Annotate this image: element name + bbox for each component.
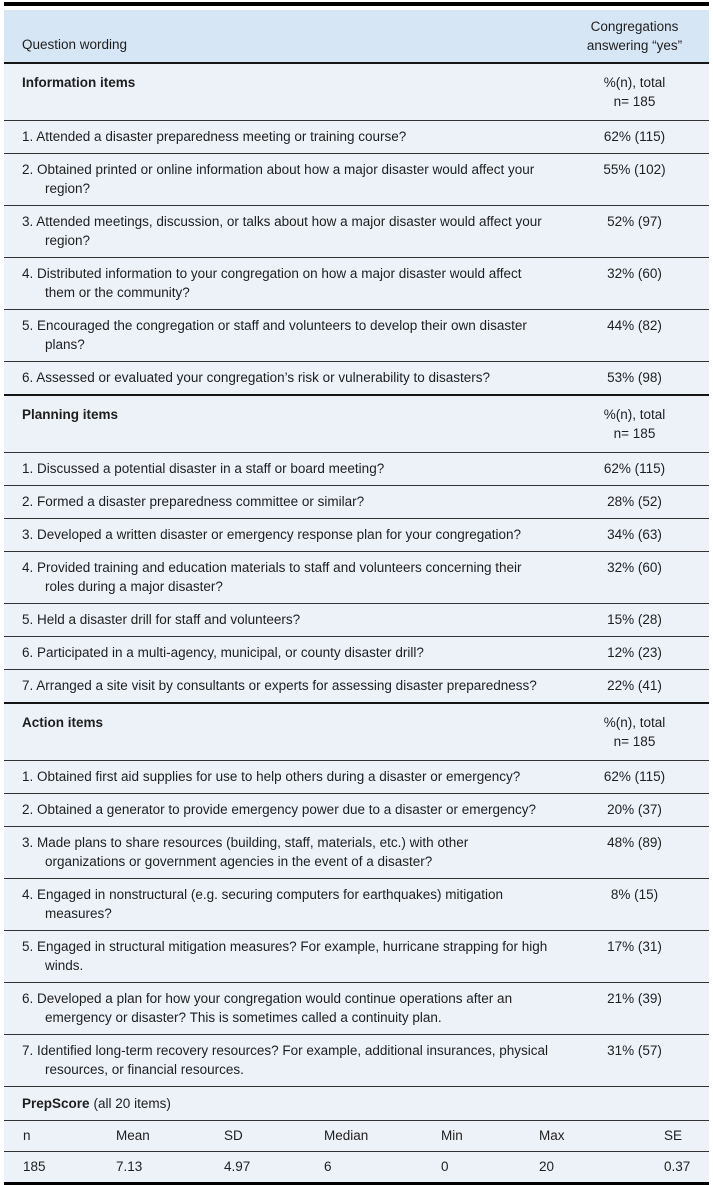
question-cell: 2. Obtained a generator to provide emergency power due to a disaster or emergency? <box>22 802 537 817</box>
question-row <box>4 485 709 518</box>
question-row <box>4 1034 709 1086</box>
section-title: Action items <box>22 715 104 730</box>
question-row <box>4 793 709 826</box>
value-cell: 62% (115) <box>603 461 666 476</box>
question-row <box>4 518 709 551</box>
value-cell: 48% (89) <box>607 835 662 850</box>
header-answer-line1: Congregations <box>590 19 679 34</box>
section-note-line1: %(n), total <box>603 407 666 422</box>
value-cell: 17% (31) <box>607 939 662 954</box>
value-cell: 32% (60) <box>607 560 662 575</box>
value-cell: 55% (102) <box>603 162 666 177</box>
stats-value-min: 0 <box>441 1159 449 1174</box>
prepscore-cell <box>4 1087 560 1120</box>
header-answer-line2: answering “yes” <box>586 38 683 53</box>
question-cell: 5. Held a disaster drill for staff and volunteers? <box>22 612 301 627</box>
question-cell: 7. Identified long-term recovery resources? For example, additional insurances, physical resources, or financial resources. <box>22 1043 549 1077</box>
stats-header-median: Median <box>324 1128 369 1143</box>
stats-header-n: n <box>23 1128 31 1143</box>
stats-header-mean: Mean <box>116 1128 150 1143</box>
question-cell: 5. Engaged in structural mitigation measures? For example, hurricane strapping for high winds. <box>22 939 548 973</box>
value-cell: 21% (39) <box>607 991 662 1006</box>
question-row <box>4 361 709 394</box>
section-note-line2: n= 185 <box>613 734 656 749</box>
header-question-col <box>4 10 560 62</box>
top-rule <box>4 2 709 6</box>
header-question-label: Question wording <box>22 37 128 52</box>
question-cell: 6. Assessed or evaluated your congregation’s risk or vulnerability to disasters? <box>22 370 490 385</box>
prepscore-row <box>4 1086 709 1120</box>
stats-value-median: 6 <box>324 1159 332 1174</box>
question-row <box>4 257 709 309</box>
section-note <box>560 64 709 120</box>
preparedness-table <box>4 10 709 1185</box>
value-cell: 53% (98) <box>607 370 662 385</box>
header-answer-col <box>560 10 709 62</box>
value-cell: 12% (23) <box>607 645 662 660</box>
question-cell: 5. Encouraged the congregation or staff and volunteers to develop their own disaster plans? <box>22 318 527 352</box>
question-row <box>4 603 709 636</box>
stats-value-se: 0.37 <box>664 1159 691 1174</box>
question-cell: 1. Attended a disaster preparedness meeting or training course? <box>22 129 407 144</box>
stats-value-row <box>4 1151 709 1182</box>
value-cell: 15% (28) <box>607 612 662 627</box>
section-note-line1: %(n), total <box>603 715 666 730</box>
question-cell: 2. Formed a disaster preparedness committee or similar? <box>22 494 365 509</box>
prepscore-value-cell <box>560 1087 709 1120</box>
question-row <box>4 452 709 485</box>
stats-value-n: 185 <box>23 1159 46 1174</box>
value-cell: 8% (15) <box>610 887 659 902</box>
value-cell: 31% (57) <box>607 1043 662 1058</box>
prepscore-title: PrepScore <box>22 1096 90 1111</box>
stats-header-se: SE <box>664 1128 683 1143</box>
stats-value-max: 20 <box>539 1159 555 1174</box>
question-cell: 6. Developed a plan for how your congregation would continue operations after an emergency or disaster? This is sometimes called a continuity plan. <box>22 991 513 1025</box>
value-cell: 52% (97) <box>607 214 662 229</box>
stats-value-sd: 4.97 <box>224 1159 251 1174</box>
question-cell: 1. Discussed a potential disaster in a staff or board meeting? <box>22 461 385 476</box>
question-row <box>4 982 709 1034</box>
question-row <box>4 636 709 669</box>
question-row <box>4 760 709 793</box>
question-row <box>4 878 709 930</box>
question-row <box>4 205 709 257</box>
question-cell: 6. Participated in a multi-agency, municipal, or county disaster drill? <box>22 645 424 660</box>
question-row <box>4 826 709 878</box>
question-cell: 3. Developed a written disaster or emergency response plan for your congregation? <box>22 527 522 542</box>
question-row <box>4 120 709 153</box>
stats-value-mean: 7.13 <box>116 1159 143 1174</box>
question-row <box>4 309 709 361</box>
value-cell: 62% (115) <box>603 769 666 784</box>
value-cell: 22% (41) <box>607 678 662 693</box>
question-row <box>4 669 709 702</box>
value-cell: 44% (82) <box>607 318 662 333</box>
value-cell: 20% (37) <box>607 802 662 817</box>
section-header-row <box>4 702 709 760</box>
section-note-line2: n= 185 <box>613 94 656 109</box>
question-cell: 4. Provided training and education materials to staff and volunteers concerning their roles during a major disaster? <box>22 560 522 594</box>
value-cell: 28% (52) <box>607 494 662 509</box>
stats-header-min: Min <box>441 1128 463 1143</box>
section-title: Information items <box>22 75 136 90</box>
section-header-row <box>4 394 709 452</box>
question-cell: 4. Engaged in nonstructural (e.g. securing computers for earthquakes) mitigation measures? <box>22 887 504 921</box>
question-cell: 3. Attended meetings, discussion, or talks about how a major disaster would affect your region? <box>22 214 542 248</box>
prepscore-suffix: (all 20 items) <box>93 1096 171 1111</box>
stats-header-max: Max <box>539 1128 565 1143</box>
section-note <box>560 396 709 452</box>
question-row <box>4 551 709 603</box>
question-cell: 7. Arranged a site visit by consultants or experts for assessing disaster preparedness? <box>22 678 537 693</box>
stats-header-row <box>4 1120 709 1151</box>
section-note-line1: %(n), total <box>603 75 666 90</box>
section-title: Planning items <box>22 407 119 422</box>
question-row <box>4 153 709 205</box>
section-header-row <box>4 64 709 120</box>
question-cell: 1. Obtained first aid supplies for use to help others during a disaster or emergency? <box>22 769 521 784</box>
value-cell: 62% (115) <box>603 129 666 144</box>
question-cell: 2. Obtained printed or online information about how a major disaster would affect your region? <box>22 162 535 196</box>
table-body <box>4 64 709 1086</box>
stats-header-sd: SD <box>224 1128 243 1143</box>
value-cell: 34% (63) <box>607 527 662 542</box>
value-cell: 32% (60) <box>607 266 662 281</box>
question-cell: 3. Made plans to share resources (building, staff, materials, etc.) with other organizations or government agencies in the event of a disaster? <box>22 835 469 869</box>
question-row <box>4 930 709 982</box>
question-cell: 4. Distributed information to your congregation on how a major disaster would affect them or the community? <box>22 266 522 300</box>
section-note-line2: n= 185 <box>613 426 656 441</box>
section-note <box>560 704 709 760</box>
table-header-row <box>4 10 709 64</box>
